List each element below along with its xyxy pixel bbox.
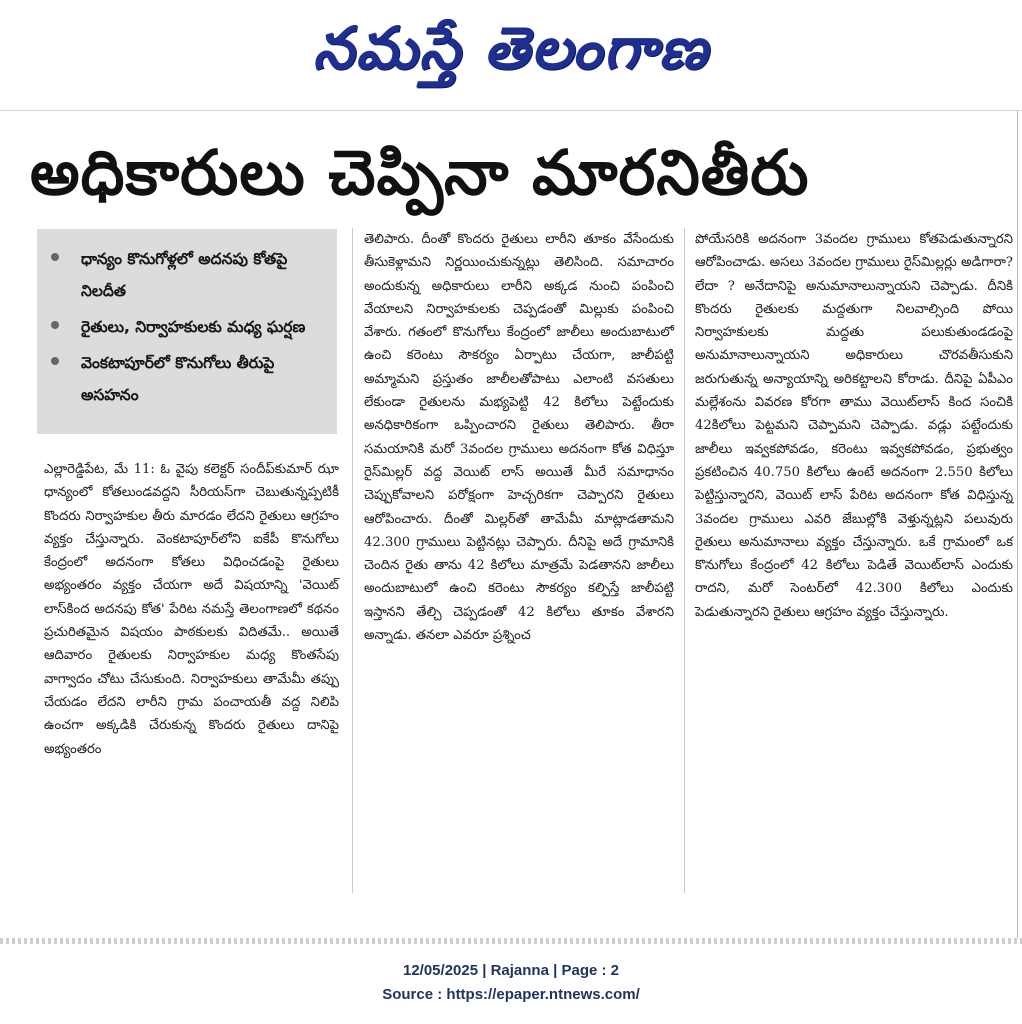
article-column-3: పోయేసరికి అదనంగా 3వందల గ్రాములు కోతపెడుతున్నారని ఆరోపించాడు. అసలు 3వందల గ్రాములు రైస్‌మిల్లర్లు అడిగారా? లేదా ? అనేదానిపై అనుమానాలున్నాయని చెప్పాడు. దీనికి కొందరు రైతులకు మద్దతుగా నిలవాల్సింది పోయి నిర్వాహకులకు మద్దతు పలుకుతుండడంపై అనుమానాలున్నాయని అధికారులు చొరవతీసుకుని జరుగుతున్న అన్యాయాన్ని అరికట్టాలని కోరాడు. దీనిపై ఏపీఎం మల్లేశంను వివరణ కోరగా తాము వెయిట్‌లాస్ కింద సంచికి 42కిలోలు పెట్టమని చెప్పామని చెప్పాడు. వడ్లు పట్టేందుకు జాలీలు ఇవ్వకపోవడం, కరెంటు ఇవ్వకపోవడం, ప్రభుత్వం ప్రకటించిన 40.750 కిలోలు ఉంటే అదనంగా 2.550 కిలోలు పెట్టిస్తున్నారని, వెయిట్ లాస్ పేరిట అదనంగా కోత విధిస్తున్న 3వందల గ్రాములు ఎవరి జేబుల్లోకి వెళ్తున్నట్లని పలువురు రైతులు అనుమానాలు వ్యక్తం చేస్తున్నారు. ఒకే గ్రామంలో ఒక కొనుగోలు కేంద్రంలో 42 కిలోలు పెడితే వెయిట్‌లాస్ ఎందుకు రాదని, మరో సెంటర్‌లో 42.300 కిలోలు ఎందుకు పెడుతున్నారని రైతులు ఆగ్రహం వ్యక్తం చేస్తున్నారు. bbox=[695, 232, 1013, 620]
column-divider bbox=[352, 228, 353, 893]
summary-item bbox=[37, 347, 337, 411]
summary-text: రైతులు, నిర్వాహకులకు మధ్య ఘర్షణ bbox=[81, 318, 306, 336]
column-divider bbox=[684, 228, 685, 893]
summary-item bbox=[37, 311, 337, 343]
summary-list bbox=[37, 243, 337, 415]
article-column-2: తెలిపారు. దీంతో కొందరు రైతులు లారీని తూకం వేసేందుకు తీసుకెళ్లామని నిర్ణయించుకున్నట్లు తెలిసింది. సమాచారం అందుకున్న అధికారులు లారీని అక్కడ నుంచి పంపించి వేయాలని నిర్వాహకులకు చెప్పడంతో మిల్లుకు పంపించి వేశారు. గతంలో కొనుగోలు కేంద్రంలో జాలీలు అందుబాటులో ఉంచి కరెంటు సౌకర్యం ఏర్పాటు చేయగా, జాలీపట్టి అమ్మామని ప్రస్తుతం జాలీలతోపాటు ఎలాంటి వసతులు లేకుండా రైతులను మభ్యపెట్టి 42 కిలోలు పెట్టేందుకు అనధికారికంగా ఒప్పించారని రైతులు తెలిపారు. తీరా సమయానికి మరో 3వందల గ్రాములు అదనంగా కోత విధిస్తూ రైస్‌మిల్లర్ వద్ద వెయిట్ లాస్ అయితే మీరే సమాధానం చెప్పుకోవాలని పరోక్షంగా హెచ్చరికగా చెప్పారని రైతులు ఆరోపించారు. దీంతో మిల్లర్‌తో తామేమీ మాట్లాడతామని 42.300 గ్రాములు పెట్టినట్లు చెప్పారు. దీనిపై అదే గ్రామానికి చెందిన రైతు తాను 42 కిలోలు మాత్రమే పెడతానని జాలీలు అందుబాటులో ఉంచి కరెంటు సౌకర్యం కల్పిస్తే జాలీపట్టి ఇస్తానని తేల్చి చెప్పడంతో 42 కిలోలు తూకం వేశారని అన్నాడు. తనలా ఎవరూ ప్రశ్నించ bbox=[364, 232, 674, 644]
article-column-1: ఎల్లారెడ్డిపేట, మే 11: ఓ వైపు కలెక్టర్ సందీప్‌కుమార్ ఝా ధాన్యంలో కోతలుండవద్దని సీరియస్‌గా చెబుతున్నప్పటికీ కొందరు నిర్వాహకుల తీరు మారడం లేదని రైతులు ఆగ్రహం వ్యక్తం చేస్తున్నారు. వెంకటాపూర్‌లోని ఐకేపీ కొనుగోలు కేంద్రంలో అదనంగా కోతలు విధించడంపై రైతులు అభ్యంతరం వ్యక్తం చేయగా అదే విషయాన్ని 'వెయిట్ లాస్‌కింద అదనపు కోత' పేరిట నమస్తే తెలంగాణలో కథనం ప్రచురితమైన విషయం పాఠకులకు విదితమే.. అయితే ఆదివారం రైతులకు నిర్వాహకుల మధ్య కొంతసేపు వాగ్వాదం చోటు చేసుకుంది. నిర్వాహకులు తామేమీ తప్పు చేయడం లేదని లారీని గ్రామ పంచాయతీ వద్ద నిలిపి ఉంచగా అక్కడికి చేరుకున్న కొందరు రైతులు దానిపై అభ్యంతరం bbox=[44, 462, 339, 757]
page-edge-rule bbox=[1017, 110, 1018, 940]
article-headline: అధికారులు చెప్పినా మారనితీరు bbox=[30, 136, 810, 209]
bullet-icon bbox=[51, 321, 59, 329]
summary-text: వెంకటాపూర్‌లో కొనుగోలు తీరుపై అసహనం bbox=[81, 354, 275, 404]
summary-text: ధాన్యం కొనుగోళ్లలో అదనపు కోతపై నిలదీత bbox=[81, 250, 288, 300]
bullet-icon bbox=[51, 357, 59, 365]
page-bottom-rule bbox=[0, 938, 1022, 944]
masthead bbox=[0, 0, 1022, 110]
newspaper-logo: నమస్తే తెలంగాణ bbox=[313, 13, 709, 82]
masthead-divider bbox=[0, 110, 1022, 111]
edition-info: 12/05/2025 | Rajanna | Page : 2 bbox=[402, 962, 619, 979]
bullet-icon bbox=[51, 253, 59, 261]
summary-box bbox=[37, 229, 337, 434]
summary-item bbox=[37, 243, 337, 307]
source-link[interactable]: Source : https://epaper.ntnews.com/ bbox=[382, 986, 640, 1003]
